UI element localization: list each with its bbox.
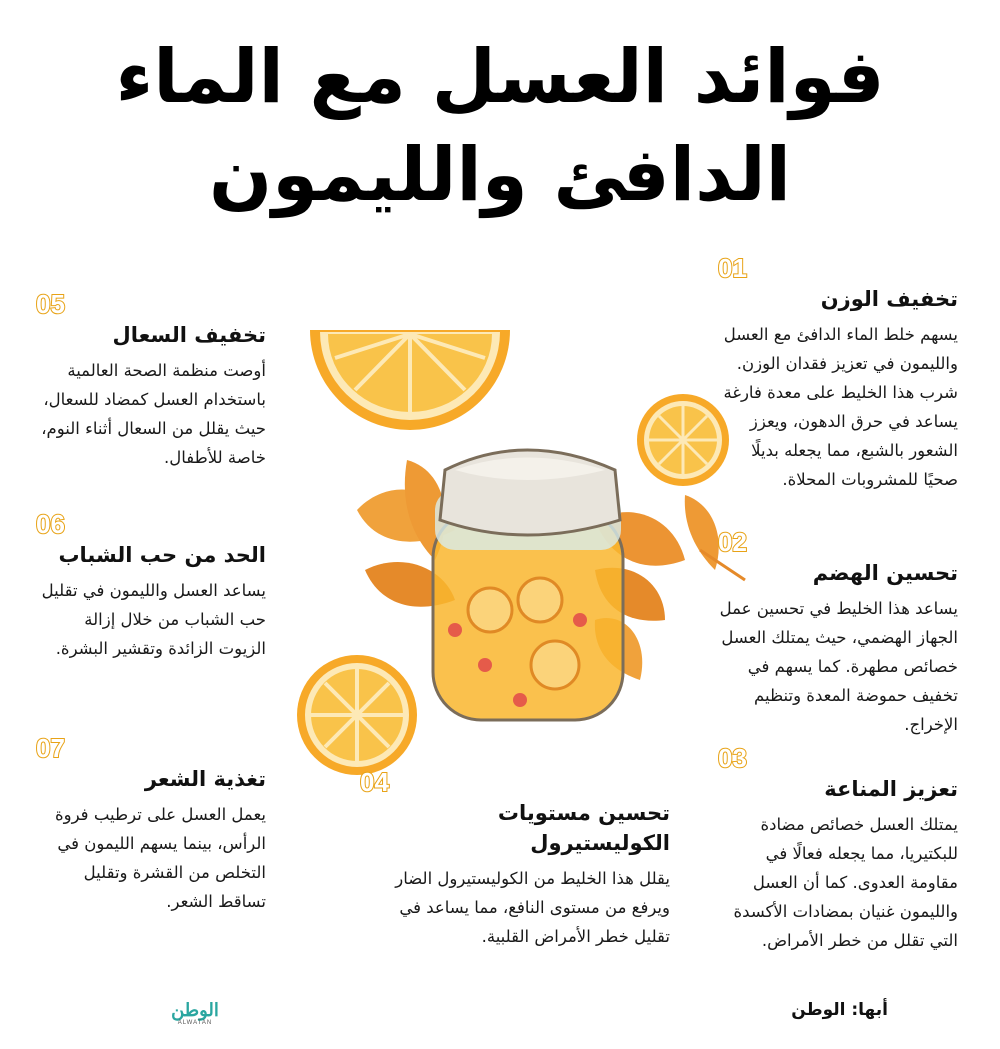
benefit-04 [360, 768, 670, 951]
benefit-06 [36, 510, 266, 663]
benefit-heading: تحسين مستويات الكوليستيرول [497, 801, 670, 855]
benefit-heading: تحسين الهضم [812, 561, 958, 585]
lemon-slice-left-icon [297, 655, 417, 775]
benefit-05 [36, 290, 266, 472]
source-credit: أبها: الوطن [791, 1000, 888, 1020]
benefit-07 [36, 734, 266, 916]
title-line-2: الدافئ والليمون [208, 132, 792, 218]
benefit-body: أوصت منظمة الصحة العالمية باستخدام العسل كمضاد للسعال، حيث يقلل من السعال أثناء النوم، خاصة للأطفال. [41, 361, 266, 467]
page-title [40, 28, 960, 224]
benefit-number: 06 [36, 509, 65, 539]
benefit-body: يقلل هذا الخليط من الكوليستيرول الضار ويرفع من مستوى النافع، مما يساعد في تقليل خطر الأمراض القلبية. [395, 869, 670, 946]
benefit-body: يساعد العسل والليمون في تقليل حب الشباب من خلال إزالة الزيوت الزائدة وتقشير البشرة. [41, 581, 266, 658]
jar-icon [433, 450, 623, 720]
honey-lemon-jar-illustration [295, 320, 755, 790]
benefit-heading: تخفيف الوزن [820, 287, 958, 311]
logo-subtext: ALWATAN [177, 1020, 213, 1026]
benefit-number: 03 [718, 743, 747, 773]
lemon-slice-right-icon [637, 394, 729, 486]
benefit-01 [718, 254, 958, 494]
benefit-heading: تعزيز المناعة [824, 777, 958, 801]
benefit-03 [718, 744, 958, 955]
title-line-1: فوائد العسل مع الماء [115, 34, 885, 120]
benefit-02 [718, 528, 958, 739]
alwatan-logo [160, 1000, 230, 1030]
logo-text: الوطن [171, 1000, 219, 1020]
benefit-body: يمتلك العسل خصائص مضادة للبكتيريا، مما يجعله فعالًا في مقاومة العدوى. كما أن العسل والليمون غنيان بمضادات الأكسدة التي تقلل من خطر الأمراض. [733, 815, 958, 950]
benefit-number: 04 [360, 767, 389, 797]
benefit-body: يعمل العسل على ترطيب فروة الرأس، بينما يسهم الليمون في التخلص من القشرة وتقليل تساقط الشعر. [54, 805, 266, 911]
benefit-heading: الحد من حب الشباب [58, 543, 266, 567]
benefit-body: يساعد هذا الخليط في تحسين عمل الجهاز الهضمي، حيث يمتلك العسل خصائص مطهرة. كما يسهم في تخفيف حموضة المعدة وتنظيم الإخراج. [719, 599, 958, 734]
benefit-number: 01 [718, 253, 747, 283]
benefit-heading: تغذية الشعر [144, 767, 266, 791]
benefit-number: 07 [36, 733, 65, 763]
benefit-number: 02 [718, 527, 747, 557]
benefit-heading: تخفيف السعال [112, 323, 266, 347]
benefit-body: يسهم خلط الماء الدافئ مع العسل والليمون في تعزيز فقدان الوزن. شرب هذا الخليط على معدة فارغة يساعد في حرق الدهون، ويعزز الشعور بالشبع، مما يجعله بديلًا صحيًا للمشروبات المحلاة. [723, 325, 958, 489]
lemon-half-top-icon [310, 330, 510, 430]
benefit-number: 05 [36, 289, 65, 319]
